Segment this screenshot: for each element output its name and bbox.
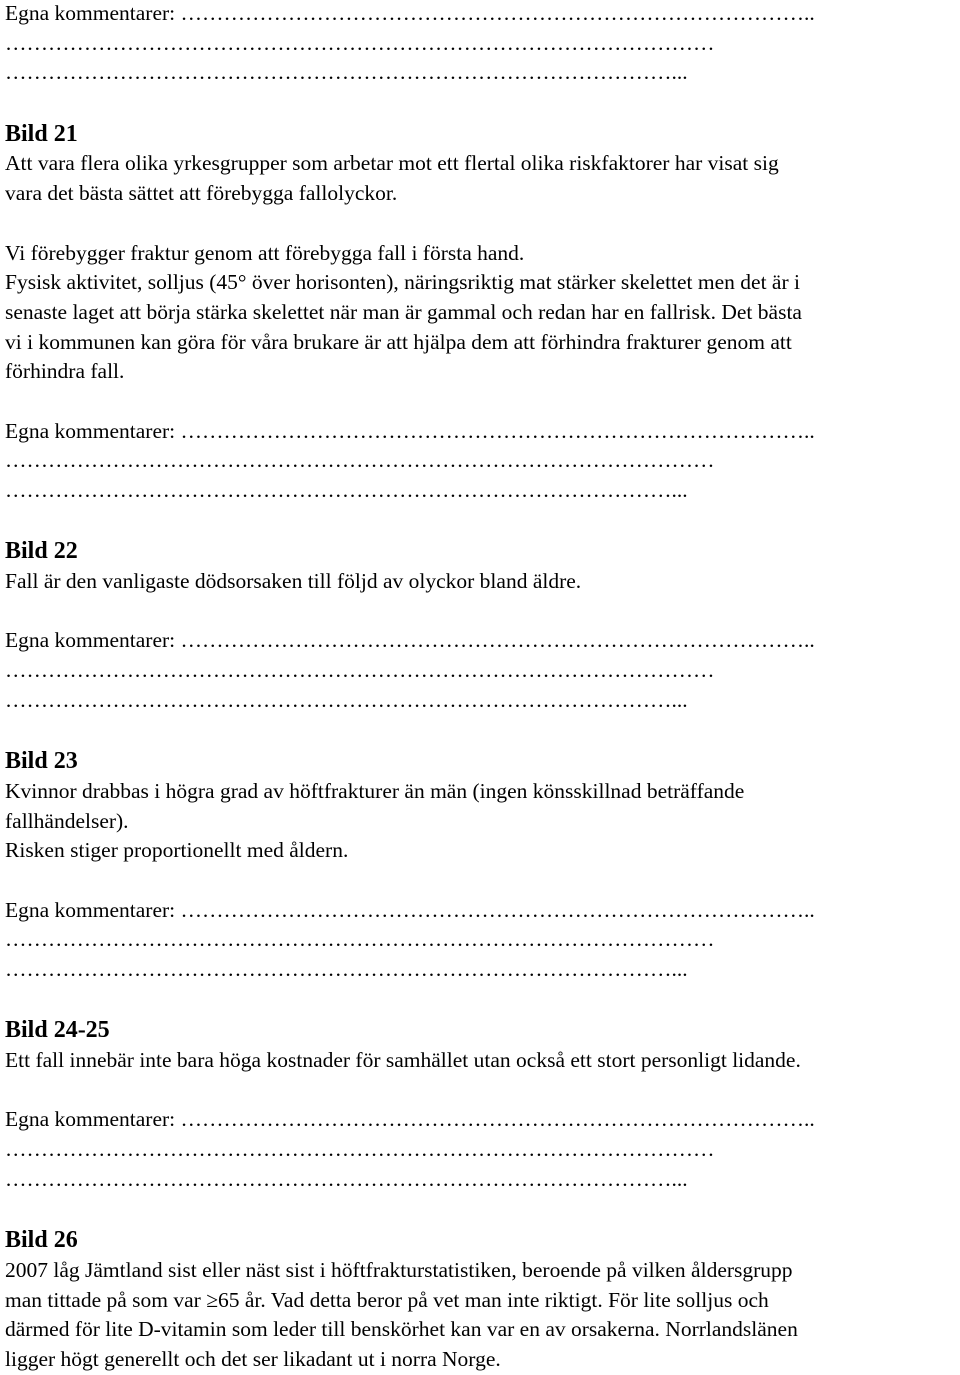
paragraph-line: man tittade på som var ≥65 år. Vad detta beror på vet man inte riktigt. För lite solljus och (5, 1287, 769, 1312)
comment-dots-line: …………………………………………………………………………………... (5, 60, 688, 85)
paragraph-line: Risken stiger proportionellt med åldern. (5, 838, 349, 863)
spacer (5, 506, 955, 536)
spacer (5, 387, 955, 417)
comment-dots: …………………………………………………………………………….. (180, 1107, 815, 1132)
spacer (5, 985, 955, 1015)
spacer (5, 866, 955, 896)
paragraph-line: fallhändelser). (5, 808, 129, 833)
comment-line (5, 0, 955, 29)
comment-label: Egna kommentarer: (5, 1, 181, 25)
comment-line (5, 417, 955, 447)
spacer (5, 597, 955, 627)
comment-dots-line: …………………………………………………………………………………... (5, 957, 688, 981)
document-page (5, 0, 955, 1375)
spacer (5, 716, 955, 746)
comment-line (5, 1105, 955, 1135)
paragraph-line: Vi förebygger fraktur genom att förebygga fall i första hand. (5, 240, 525, 265)
paragraph-line: 2007 låg Jämtland sist eller näst sist i höftfrakturstatistiken, beroende på vilken åldersgrupp (5, 1257, 793, 1282)
paragraph-line: Att vara flera olika yrkesgrupper som arbetar mot ett flertal olika riskfaktorer har visat sig (5, 151, 779, 176)
comment-label: Egna kommentarer: (5, 628, 181, 653)
spacer (5, 1076, 955, 1106)
comment-dots: …………………………………………………………………………….. (180, 418, 815, 443)
comment-dots-line: …………………………………………………………………………………... (5, 687, 688, 712)
paragraph-line: Ett fall innebär inte bara höga kostnader för samhället utan också ett stort personligt lidande. (5, 1048, 801, 1073)
comment-dots-line: ……………………………………………………………………………………… (5, 448, 715, 473)
comment-dots-line: ……………………………………………………………………………………… (5, 927, 715, 952)
comment-dots: …………………………………………………………………………….. (180, 1, 815, 25)
comment-dots-line: ……………………………………………………………………………………… (5, 30, 715, 55)
section-heading: Bild 23 (5, 748, 78, 775)
section-heading: Bild 24-25 (5, 1017, 110, 1044)
comment-line (5, 626, 955, 656)
comment-dots: …………………………………………………………………………….. (180, 897, 815, 922)
section-heading: Bild 21 (5, 120, 78, 147)
spacer (5, 88, 955, 118)
paragraph-line: Fall är den vanligaste dödsorsaken till följd av olyckor bland äldre. (5, 569, 582, 594)
section-heading: Bild 26 (5, 1227, 78, 1254)
section-heading: Bild 22 (5, 538, 78, 565)
comment-dots-line: …………………………………………………………………………………... (5, 478, 688, 502)
paragraph-line: Fysisk aktivitet, solljus (45° över horisonten), näringsriktig mat stärker skelettet men det är i (5, 270, 800, 295)
paragraph-line: ligger högt generellt och det ser likadant ut i norra Norge. (5, 1346, 501, 1371)
paragraph-line: senaste laget att börja stärka skelettet när man är gammal och redan har en fallrisk. Det bästa (5, 299, 802, 324)
comment-dots-line: ……………………………………………………………………………………… (5, 1137, 715, 1162)
comment-label: Egna kommentarer: (5, 1107, 181, 1132)
spacer (5, 209, 955, 239)
paragraph-line: förhindra fall. (5, 359, 125, 384)
comment-dots-line: ……………………………………………………………………………………… (5, 658, 715, 683)
paragraph-line: vara det bästa sättet att förebygga fallolyckor. (5, 181, 398, 206)
comment-dots-line: …………………………………………………………………………………... (5, 1166, 688, 1191)
comment-dots: …………………………………………………………………………….. (180, 628, 815, 653)
paragraph-line: vi i kommunen kan göra för våra brukare är att hjälpa dem att förhindra frakturer genom att (5, 329, 792, 354)
comment-label: Egna kommentarer: (5, 418, 181, 443)
spacer (5, 1195, 955, 1225)
comment-label: Egna kommentarer: (5, 897, 181, 922)
paragraph-line: därmed för lite D-vitamin som leder till benskörhet kan var en av orsakerna. Norrlandslänen (5, 1317, 798, 1342)
comment-line (5, 896, 955, 926)
paragraph-line: Kvinnor drabbas i högra grad av höftfrakturer än män (ingen könsskillnad beträffande (5, 778, 745, 803)
